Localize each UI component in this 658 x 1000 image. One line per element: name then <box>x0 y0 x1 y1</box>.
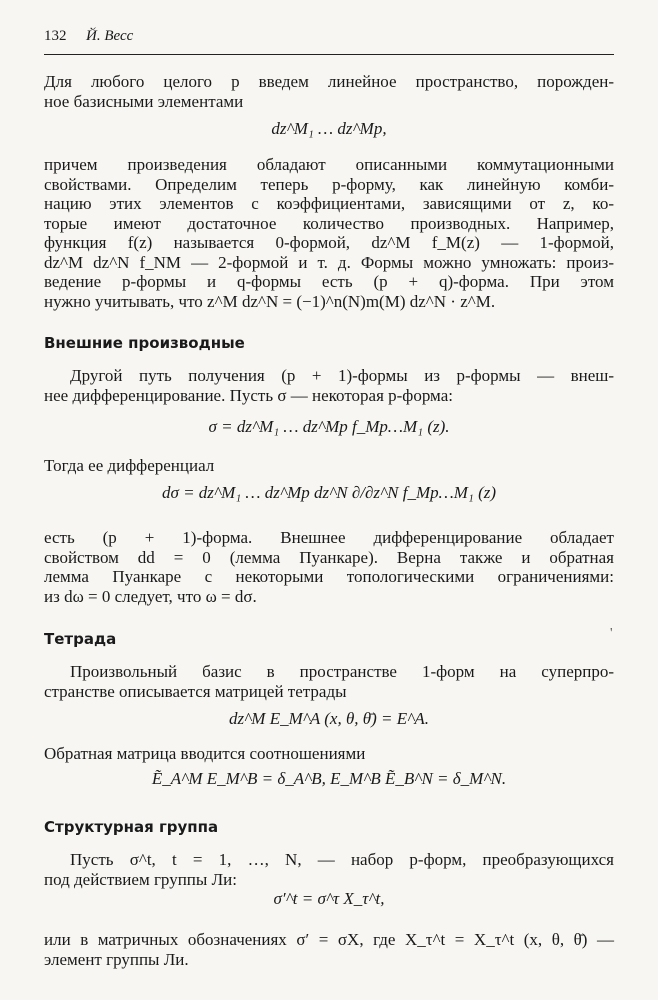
text-line: или в матричных обозначениях σ′ = σX, где X_τ^t = X_τ^t (x, θ, θ̄) — <box>44 930 614 949</box>
text-line: функция f(z) называется 0-формой, dz^M f_M(z) — 1-формой, <box>44 233 614 252</box>
text-line: Произвольный базис в пространстве 1-форм на суперпро- <box>70 662 614 681</box>
text-line: нужно учитывать, что z^M dz^N = (−1)^n(N)m(M) dz^N · z^M. <box>44 291 496 311</box>
text-line: торые имеют достаточное количество производных. Например, <box>44 213 614 233</box>
text-line: Пусть σ^t, t = 1, …, N, — набор p-форм, преобразующихся <box>70 850 614 869</box>
paragraph-5 <box>44 528 614 606</box>
paragraph-7 <box>44 744 614 764</box>
text-line: Обратная матрица вводится соотношениями <box>44 744 366 763</box>
formula-differential: dσ = dz^M₁ … dz^Mp dz^N ∂/∂z^N f_Mp…M₁ (z) <box>161 483 497 502</box>
text-line: элемент группы Ли. <box>44 949 189 969</box>
text-line: dz^M dz^N f_NM — 2-формой и т. д. Формы можно умножать: произ- <box>44 252 614 272</box>
text-line: нацию этих элементов с коэффициентами, зависящими от z, ко- <box>44 194 614 213</box>
text-line: причем произведения обладают описанными коммутационными <box>44 155 614 174</box>
page-number: 132 <box>44 28 67 44</box>
formula-tetrad: dz^M E_M^A (x, θ, θ̄) = E^A. <box>229 709 429 728</box>
section-heading-tetrad: Тетрада <box>44 630 117 648</box>
text-line: под действием группы Ли: <box>44 869 237 889</box>
running-header <box>44 28 614 55</box>
running-head-author: Й. Весс <box>86 28 134 44</box>
text-line: лемма Пуанкаре с некоторыми топологическими ограничениями: <box>44 567 614 586</box>
paragraph-9 <box>44 930 614 969</box>
text-line: свойством dd = 0 (лемма Пуанкаре). Верна также и обратная <box>44 547 614 567</box>
text-line: ведение p-формы и q-формы есть (p + q)-форма. При этом <box>44 272 614 291</box>
formula-transformation: σ′^t = σ^τ X_τ^t, <box>273 889 385 908</box>
paragraph-2 <box>44 155 614 311</box>
paragraph-1 <box>44 72 614 111</box>
text-line: ное базисными элементами <box>44 91 244 111</box>
text-line: Для любого целого p введем линейное пространство, порожден- <box>44 72 614 91</box>
text-line: есть (p + 1)-форма. Внешнее дифференцирование обладает <box>44 528 614 547</box>
formula-basis-elements: dz^M₁ … dz^Mp, <box>271 119 387 138</box>
text-line: странстве описывается матрицей тетрады <box>44 681 347 701</box>
text-line: из dω = 0 следует, что ω = dσ. <box>44 586 257 606</box>
formula-inverse-matrix: Ẽ_A^M E_M^B = δ_A^B, E_M^B Ẽ_B^N = δ_M^N. <box>151 769 507 788</box>
text-line: нее дифференцирование. Пусть σ — некоторая p-форма: <box>44 385 453 405</box>
paragraph-8 <box>44 850 614 889</box>
text-line: Другой путь получения (p + 1)-формы из p-формы — внеш- <box>70 366 614 385</box>
paragraph-4 <box>44 456 614 476</box>
text-line: Тогда ее дифференциал <box>44 456 215 475</box>
text-line: свойствами. Определим теперь p-форму, как линейную комби- <box>44 174 614 194</box>
formula-p-form: σ = dz^M₁ … dz^Mp f_Mp…M₁ (z). <box>208 417 450 436</box>
section-heading-structure-group: Структурная группа <box>44 818 219 836</box>
paragraph-6 <box>44 662 614 701</box>
paragraph-3 <box>44 366 614 405</box>
section-heading-exterior-derivatives: Внешние производные <box>44 334 245 352</box>
stray-mark: ' <box>610 626 613 641</box>
